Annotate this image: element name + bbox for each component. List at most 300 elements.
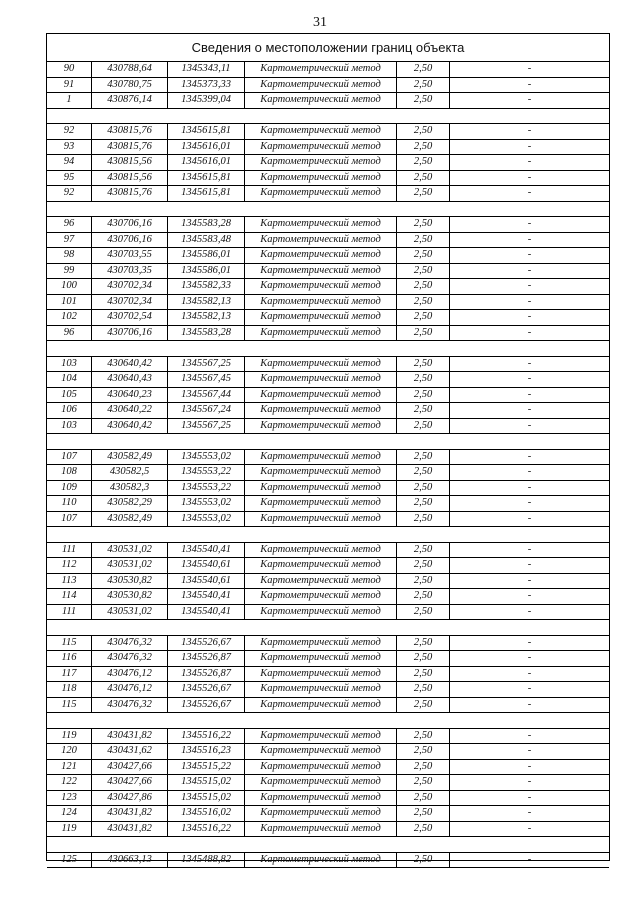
accuracy-cell: 2,50 bbox=[397, 775, 450, 790]
method-cell: Картометрический метод bbox=[245, 372, 397, 387]
method-cell: Картометрический метод bbox=[245, 574, 397, 589]
separator-cell bbox=[47, 341, 609, 356]
accuracy-cell: 2,50 bbox=[397, 512, 450, 527]
x-coordinate-cell: 430427,86 bbox=[92, 791, 168, 806]
table-row bbox=[47, 682, 609, 698]
x-coordinate-cell: 430640,43 bbox=[92, 372, 168, 387]
group-separator-row bbox=[47, 713, 609, 729]
description-cell: - bbox=[527, 233, 532, 245]
table-row bbox=[47, 403, 609, 419]
y-coordinate-cell: 1345343,11 bbox=[168, 62, 245, 77]
method-cell: Картометрический метод bbox=[245, 806, 397, 821]
point-number-cell: 92 bbox=[47, 186, 92, 201]
y-coordinate-cell: 1345553,02 bbox=[168, 496, 245, 511]
y-coordinate-cell: 1345540,61 bbox=[168, 574, 245, 589]
table-row bbox=[47, 419, 609, 435]
table-row bbox=[47, 574, 609, 590]
table-row bbox=[47, 388, 609, 404]
method-cell: Картометрический метод bbox=[245, 171, 397, 186]
y-coordinate-cell: 1345526,67 bbox=[168, 682, 245, 697]
accuracy-cell: 2,50 bbox=[397, 682, 450, 697]
description-cell: - bbox=[527, 78, 532, 90]
description-cell: - bbox=[527, 311, 532, 322]
point-number-cell: 103 bbox=[47, 357, 92, 372]
description-cell: - bbox=[527, 218, 532, 229]
method-cell: Картометрический метод bbox=[245, 186, 397, 201]
x-coordinate-cell: 430640,42 bbox=[92, 419, 168, 434]
method-cell: Картометрический метод bbox=[245, 605, 397, 620]
x-coordinate-cell: 430531,02 bbox=[92, 605, 168, 620]
point-number-cell: 119 bbox=[47, 822, 92, 837]
accuracy-cell: 2,50 bbox=[397, 636, 450, 651]
table-row bbox=[47, 465, 609, 481]
group-separator-row bbox=[47, 837, 609, 853]
point-number-cell: 99 bbox=[47, 264, 92, 279]
point-number-cell: 100 bbox=[47, 279, 92, 294]
accuracy-cell: 2,50 bbox=[397, 310, 450, 325]
description-cell: - bbox=[527, 776, 532, 787]
point-number-cell: 118 bbox=[47, 682, 92, 697]
point-number-cell: 115 bbox=[47, 636, 92, 651]
table-row bbox=[47, 233, 609, 249]
method-cell: Картометрический метод bbox=[245, 403, 397, 418]
x-coordinate-cell: 430476,32 bbox=[92, 651, 168, 666]
x-coordinate-cell: 430815,76 bbox=[92, 140, 168, 155]
y-coordinate-cell: 1345540,41 bbox=[168, 589, 245, 604]
accuracy-cell: 2,50 bbox=[397, 667, 450, 682]
page-number: 31 bbox=[313, 15, 327, 30]
accuracy-cell: 2,50 bbox=[397, 62, 450, 77]
point-number-cell: 92 bbox=[47, 124, 92, 139]
table-row bbox=[47, 853, 609, 869]
y-coordinate-cell: 1345553,22 bbox=[168, 481, 245, 496]
method-cell: Картометрический метод bbox=[245, 465, 397, 480]
description-cell: - bbox=[527, 171, 532, 183]
point-number-cell: 111 bbox=[47, 605, 92, 620]
x-coordinate-cell: 430427,66 bbox=[92, 775, 168, 790]
description-cell: - bbox=[527, 497, 532, 508]
y-coordinate-cell: 1345540,41 bbox=[168, 543, 245, 558]
point-number-cell: 114 bbox=[47, 589, 92, 604]
description-cell: - bbox=[527, 807, 532, 818]
description-cell: - bbox=[527, 357, 532, 369]
accuracy-cell: 2,50 bbox=[397, 357, 450, 372]
y-coordinate-cell: 1345540,61 bbox=[168, 558, 245, 573]
table-row bbox=[47, 651, 609, 667]
point-number-cell: 108 bbox=[47, 465, 92, 480]
y-coordinate-cell: 1345515,02 bbox=[168, 791, 245, 806]
table-row bbox=[47, 217, 609, 233]
x-coordinate-cell: 430702,34 bbox=[92, 295, 168, 310]
separator-cell bbox=[47, 620, 609, 635]
point-number-cell: 115 bbox=[47, 698, 92, 713]
table-row bbox=[47, 450, 609, 466]
method-cell: Картометрический метод bbox=[245, 326, 397, 341]
accuracy-cell: 2,50 bbox=[397, 589, 450, 604]
table-row bbox=[47, 791, 609, 807]
x-coordinate-cell: 430530,82 bbox=[92, 589, 168, 604]
x-coordinate-cell: 430582,5 bbox=[92, 465, 168, 480]
table-row bbox=[47, 605, 609, 621]
y-coordinate-cell: 1345586,01 bbox=[168, 248, 245, 263]
accuracy-cell: 2,50 bbox=[397, 403, 450, 418]
description-cell: - bbox=[527, 481, 532, 493]
table-row bbox=[47, 310, 609, 326]
method-cell: Картометрический метод bbox=[245, 651, 397, 666]
accuracy-cell: 2,50 bbox=[397, 186, 450, 201]
y-coordinate-cell: 1345553,02 bbox=[168, 512, 245, 527]
table-row bbox=[47, 744, 609, 760]
x-coordinate-cell: 430582,49 bbox=[92, 512, 168, 527]
description-cell: - bbox=[527, 140, 532, 152]
table-row bbox=[47, 496, 609, 512]
point-number-cell: 110 bbox=[47, 496, 92, 511]
point-number-cell: 105 bbox=[47, 388, 92, 403]
y-coordinate-cell: 1345515,22 bbox=[168, 760, 245, 775]
table-row bbox=[47, 760, 609, 776]
accuracy-cell: 2,50 bbox=[397, 372, 450, 387]
table-row bbox=[47, 326, 609, 342]
y-coordinate-cell: 1345615,81 bbox=[168, 186, 245, 201]
description-cell: - bbox=[527, 156, 532, 167]
point-number-cell: 107 bbox=[47, 512, 92, 527]
method-cell: Картометрический метод bbox=[245, 140, 397, 155]
x-coordinate-cell: 430815,76 bbox=[92, 124, 168, 139]
table-row bbox=[47, 667, 609, 683]
x-coordinate-cell: 430703,35 bbox=[92, 264, 168, 279]
table-row bbox=[47, 186, 609, 202]
description-cell: - bbox=[527, 605, 532, 617]
description-cell: - bbox=[527, 94, 532, 105]
method-cell: Картометрический метод bbox=[245, 388, 397, 403]
point-number-cell: 101 bbox=[47, 295, 92, 310]
method-cell: Картометрический метод bbox=[245, 698, 397, 713]
y-coordinate-cell: 1345567,25 bbox=[168, 419, 245, 434]
x-coordinate-cell: 430582,29 bbox=[92, 496, 168, 511]
x-coordinate-cell: 430706,16 bbox=[92, 217, 168, 232]
method-cell: Картометрический метод bbox=[245, 62, 397, 77]
accuracy-cell: 2,50 bbox=[397, 279, 450, 294]
description-cell: - bbox=[527, 388, 532, 400]
y-coordinate-cell: 1345516,22 bbox=[168, 822, 245, 837]
point-number-cell: 106 bbox=[47, 403, 92, 418]
description-cell: - bbox=[527, 450, 532, 462]
point-number-cell: 96 bbox=[47, 326, 92, 341]
description-cell: - bbox=[527, 419, 532, 431]
accuracy-cell: 2,50 bbox=[397, 93, 450, 108]
accuracy-cell: 2,50 bbox=[397, 217, 450, 232]
y-coordinate-cell: 1345540,41 bbox=[168, 605, 245, 620]
y-coordinate-cell: 1345526,67 bbox=[168, 698, 245, 713]
x-coordinate-cell: 430427,66 bbox=[92, 760, 168, 775]
x-coordinate-cell: 430788,64 bbox=[92, 62, 168, 77]
x-coordinate-cell: 430706,16 bbox=[92, 326, 168, 341]
y-coordinate-cell: 1345516,02 bbox=[168, 806, 245, 821]
y-coordinate-cell: 1345567,45 bbox=[168, 372, 245, 387]
method-cell: Картометрический метод bbox=[245, 853, 397, 868]
table-row bbox=[47, 558, 609, 574]
method-cell: Картометрический метод bbox=[245, 543, 397, 558]
separator-cell bbox=[47, 202, 609, 217]
method-cell: Картометрический метод bbox=[245, 682, 397, 697]
group-separator-row bbox=[47, 341, 609, 357]
x-coordinate-cell: 430876,14 bbox=[92, 93, 168, 108]
x-coordinate-cell: 430663,13 bbox=[92, 853, 168, 868]
table-row bbox=[47, 155, 609, 171]
table-body bbox=[47, 62, 609, 868]
description-cell: - bbox=[527, 187, 532, 198]
point-number-cell: 125 bbox=[47, 853, 92, 868]
method-cell: Картометрический метод bbox=[245, 450, 397, 465]
y-coordinate-cell: 1345373,33 bbox=[168, 78, 245, 93]
description-cell: - bbox=[527, 543, 532, 555]
accuracy-cell: 2,50 bbox=[397, 605, 450, 620]
accuracy-cell: 2,50 bbox=[397, 171, 450, 186]
x-coordinate-cell: 430476,12 bbox=[92, 682, 168, 697]
y-coordinate-cell: 1345616,01 bbox=[168, 155, 245, 170]
point-number-cell: 104 bbox=[47, 372, 92, 387]
group-separator-row bbox=[47, 109, 609, 125]
table-row bbox=[47, 543, 609, 559]
accuracy-cell: 2,50 bbox=[397, 124, 450, 139]
accuracy-cell: 2,50 bbox=[397, 760, 450, 775]
x-coordinate-cell: 430702,34 bbox=[92, 279, 168, 294]
accuracy-cell: 2,50 bbox=[397, 326, 450, 341]
point-number-cell: 94 bbox=[47, 155, 92, 170]
method-cell: Картометрический метод bbox=[245, 155, 397, 170]
description-cell: - bbox=[527, 249, 532, 260]
separator-cell bbox=[47, 109, 609, 124]
accuracy-cell: 2,50 bbox=[397, 450, 450, 465]
accuracy-cell: 2,50 bbox=[397, 388, 450, 403]
point-number-cell: 90 bbox=[47, 62, 92, 77]
method-cell: Картометрический метод bbox=[245, 419, 397, 434]
y-coordinate-cell: 1345526,87 bbox=[168, 651, 245, 666]
accuracy-cell: 2,50 bbox=[397, 78, 450, 93]
accuracy-cell: 2,50 bbox=[397, 465, 450, 480]
point-number-cell: 93 bbox=[47, 140, 92, 155]
description-cell: - bbox=[527, 326, 532, 338]
y-coordinate-cell: 1345582,33 bbox=[168, 279, 245, 294]
accuracy-cell: 2,50 bbox=[397, 822, 450, 837]
description-cell: - bbox=[527, 652, 532, 663]
y-coordinate-cell: 1345516,22 bbox=[168, 729, 245, 744]
accuracy-cell: 2,50 bbox=[397, 651, 450, 666]
x-coordinate-cell: 430431,82 bbox=[92, 822, 168, 837]
x-coordinate-cell: 430582,49 bbox=[92, 450, 168, 465]
method-cell: Картометрический метод bbox=[245, 791, 397, 806]
description-cell: - bbox=[527, 280, 532, 291]
method-cell: Картометрический метод bbox=[245, 93, 397, 108]
point-number-cell: 121 bbox=[47, 760, 92, 775]
y-coordinate-cell: 1345615,81 bbox=[168, 124, 245, 139]
accuracy-cell: 2,50 bbox=[397, 729, 450, 744]
x-coordinate-cell: 430706,16 bbox=[92, 233, 168, 248]
point-number-cell: 109 bbox=[47, 481, 92, 496]
x-coordinate-cell: 430702,54 bbox=[92, 310, 168, 325]
point-number-cell: 122 bbox=[47, 775, 92, 790]
description-cell: - bbox=[527, 822, 532, 834]
point-number-cell: 97 bbox=[47, 233, 92, 248]
point-number-cell: 116 bbox=[47, 651, 92, 666]
description-cell: - bbox=[527, 125, 532, 136]
y-coordinate-cell: 1345516,23 bbox=[168, 744, 245, 759]
table-row bbox=[47, 264, 609, 280]
x-coordinate-cell: 430780,75 bbox=[92, 78, 168, 93]
point-number-cell: 112 bbox=[47, 558, 92, 573]
x-coordinate-cell: 430582,3 bbox=[92, 481, 168, 496]
y-coordinate-cell: 1345526,87 bbox=[168, 667, 245, 682]
description-cell: - bbox=[527, 683, 532, 694]
method-cell: Картометрический метод bbox=[245, 636, 397, 651]
accuracy-cell: 2,50 bbox=[397, 264, 450, 279]
x-coordinate-cell: 430531,02 bbox=[92, 543, 168, 558]
table-row bbox=[47, 589, 609, 605]
x-coordinate-cell: 430431,82 bbox=[92, 729, 168, 744]
method-cell: Картометрический метод bbox=[245, 512, 397, 527]
method-cell: Картометрический метод bbox=[245, 667, 397, 682]
table-row bbox=[47, 248, 609, 264]
point-number-cell: 96 bbox=[47, 217, 92, 232]
description-cell: - bbox=[527, 667, 532, 679]
description-cell: - bbox=[527, 264, 532, 276]
description-cell: - bbox=[527, 791, 532, 803]
point-number-cell: 95 bbox=[47, 171, 92, 186]
x-coordinate-cell: 430476,32 bbox=[92, 636, 168, 651]
table-row bbox=[47, 295, 609, 311]
y-coordinate-cell: 1345582,13 bbox=[168, 310, 245, 325]
method-cell: Картометрический метод bbox=[245, 295, 397, 310]
x-coordinate-cell: 430531,02 bbox=[92, 558, 168, 573]
description-cell: - bbox=[527, 729, 532, 741]
point-number-cell: 117 bbox=[47, 667, 92, 682]
point-number-cell: 1 bbox=[47, 93, 92, 108]
method-cell: Картометрический метод bbox=[245, 760, 397, 775]
accuracy-cell: 2,50 bbox=[397, 574, 450, 589]
table-row bbox=[47, 140, 609, 156]
accuracy-cell: 2,50 bbox=[397, 295, 450, 310]
group-separator-row bbox=[47, 620, 609, 636]
y-coordinate-cell: 1345399,04 bbox=[168, 93, 245, 108]
accuracy-cell: 2,50 bbox=[397, 248, 450, 263]
point-number-cell: 120 bbox=[47, 744, 92, 759]
x-coordinate-cell: 430431,82 bbox=[92, 806, 168, 821]
table-row bbox=[47, 729, 609, 745]
point-number-cell: 107 bbox=[47, 450, 92, 465]
table-row bbox=[47, 698, 609, 714]
method-cell: Картометрический метод bbox=[245, 481, 397, 496]
method-cell: Картометрический метод bbox=[245, 729, 397, 744]
accuracy-cell: 2,50 bbox=[397, 140, 450, 155]
accuracy-cell: 2,50 bbox=[397, 558, 450, 573]
point-number-cell: 102 bbox=[47, 310, 92, 325]
y-coordinate-cell: 1345583,28 bbox=[168, 326, 245, 341]
description-cell: - bbox=[527, 636, 532, 648]
y-coordinate-cell: 1345615,81 bbox=[168, 171, 245, 186]
y-coordinate-cell: 1345583,48 bbox=[168, 233, 245, 248]
method-cell: Картометрический метод bbox=[245, 248, 397, 263]
method-cell: Картометрический метод bbox=[245, 775, 397, 790]
group-separator-row bbox=[47, 202, 609, 218]
y-coordinate-cell: 1345553,22 bbox=[168, 465, 245, 480]
description-cell: - bbox=[527, 590, 532, 601]
y-coordinate-cell: 1345586,01 bbox=[168, 264, 245, 279]
separator-cell bbox=[47, 434, 609, 449]
description-cell: - bbox=[527, 63, 532, 74]
accuracy-cell: 2,50 bbox=[397, 419, 450, 434]
description-cell: - bbox=[527, 559, 532, 570]
y-coordinate-cell: 1345583,28 bbox=[168, 217, 245, 232]
accuracy-cell: 2,50 bbox=[397, 543, 450, 558]
table-row bbox=[47, 124, 609, 140]
table-row bbox=[47, 78, 609, 94]
x-coordinate-cell: 430640,22 bbox=[92, 403, 168, 418]
description-cell: - bbox=[527, 295, 532, 307]
separator-cell bbox=[47, 837, 609, 852]
x-coordinate-cell: 430815,56 bbox=[92, 171, 168, 186]
x-coordinate-cell: 430640,23 bbox=[92, 388, 168, 403]
description-cell: - bbox=[527, 698, 532, 710]
accuracy-cell: 2,50 bbox=[397, 853, 450, 868]
method-cell: Картометрический метод bbox=[245, 217, 397, 232]
x-coordinate-cell: 430815,76 bbox=[92, 186, 168, 201]
y-coordinate-cell: 1345567,24 bbox=[168, 403, 245, 418]
group-separator-row bbox=[47, 527, 609, 543]
point-number-cell: 123 bbox=[47, 791, 92, 806]
accuracy-cell: 2,50 bbox=[397, 233, 450, 248]
point-number-cell: 124 bbox=[47, 806, 92, 821]
separator-cell bbox=[47, 713, 609, 728]
description-cell: - bbox=[527, 760, 532, 772]
y-coordinate-cell: 1345515,02 bbox=[168, 775, 245, 790]
method-cell: Картометрический метод bbox=[245, 124, 397, 139]
x-coordinate-cell: 430476,12 bbox=[92, 667, 168, 682]
y-coordinate-cell: 1345616,01 bbox=[168, 140, 245, 155]
accuracy-cell: 2,50 bbox=[397, 806, 450, 821]
table-row bbox=[47, 775, 609, 791]
table-row bbox=[47, 822, 609, 838]
description-cell: - bbox=[527, 853, 532, 865]
point-number-cell: 103 bbox=[47, 419, 92, 434]
accuracy-cell: 2,50 bbox=[397, 481, 450, 496]
table-row bbox=[47, 171, 609, 187]
boundary-coordinates-table bbox=[46, 33, 610, 865]
accuracy-cell: 2,50 bbox=[397, 791, 450, 806]
accuracy-cell: 2,50 bbox=[397, 155, 450, 170]
group-separator-row bbox=[47, 434, 609, 450]
table-row bbox=[47, 357, 609, 373]
point-number-cell: 98 bbox=[47, 248, 92, 263]
y-coordinate-cell: 1345567,44 bbox=[168, 388, 245, 403]
description-cell: - bbox=[527, 745, 532, 756]
y-coordinate-cell: 1345553,02 bbox=[168, 450, 245, 465]
x-coordinate-cell: 430703,55 bbox=[92, 248, 168, 263]
description-cell: - bbox=[527, 574, 532, 586]
accuracy-cell: 2,50 bbox=[397, 744, 450, 759]
method-cell: Картометрический метод bbox=[245, 822, 397, 837]
table-row bbox=[47, 806, 609, 822]
table-title: Сведения о местоположении границ объекта bbox=[47, 34, 609, 62]
point-number-cell: 111 bbox=[47, 543, 92, 558]
x-coordinate-cell: 430530,82 bbox=[92, 574, 168, 589]
method-cell: Картометрический метод bbox=[245, 744, 397, 759]
method-cell: Картометрический метод bbox=[245, 279, 397, 294]
y-coordinate-cell: 1345488,82 bbox=[168, 853, 245, 868]
description-cell: - bbox=[527, 466, 532, 477]
description-cell: - bbox=[527, 373, 532, 384]
table-row bbox=[47, 62, 609, 78]
table-row bbox=[47, 481, 609, 497]
